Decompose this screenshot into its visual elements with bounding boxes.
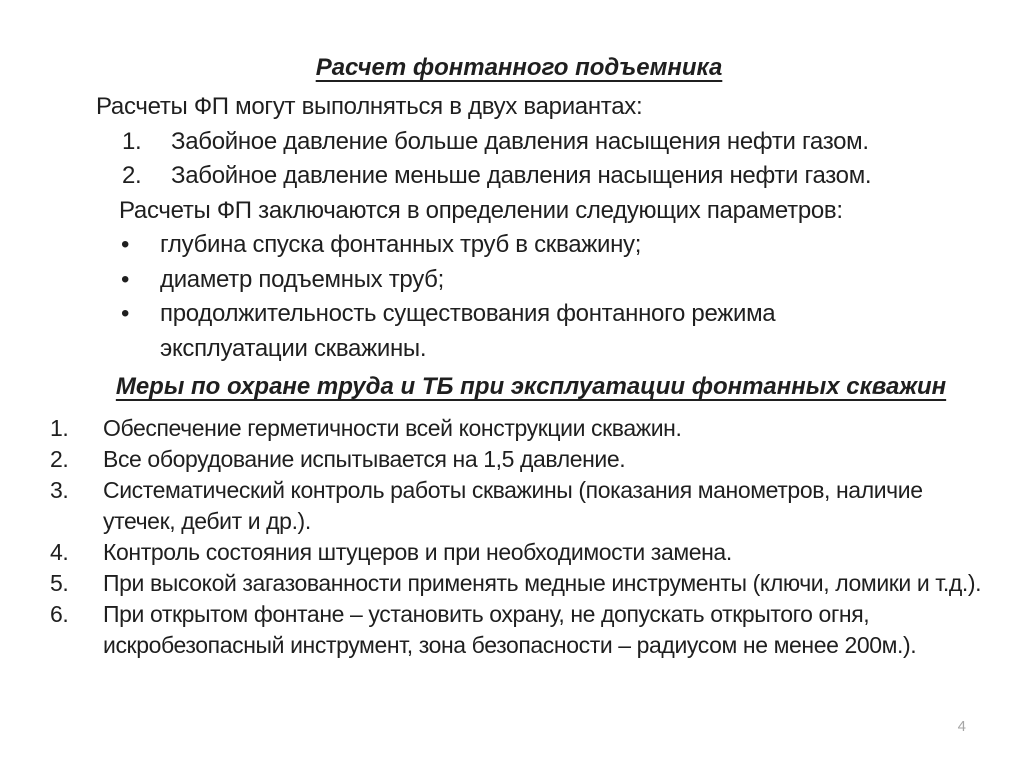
bullet-item (121, 263, 996, 298)
page-number: 4 (957, 718, 966, 735)
list-text: Контроль состояния штуцеров и при необходимости замена. (103, 539, 732, 565)
list-text: Забойное давление меньше давления насыщения нефти газом. (171, 162, 872, 189)
list-number: 4. (50, 539, 69, 565)
list-text: Все оборудование испытывается на 1,5 давление. (103, 446, 626, 472)
bullet-marker: • (121, 300, 130, 327)
intro-block (96, 90, 996, 366)
bullet-marker: • (121, 231, 130, 258)
safety-item (50, 475, 993, 537)
list-text: Систематический контроль работы скважины (показания манометров, наличие утечек, дебит и др.). (103, 477, 923, 534)
slide-title (0, 52, 1024, 84)
list-text: При открытом фонтане – установить охрану, не допускать открытого огня, искробезопасный инструмент, зона безопасности – радиусом не менее 200м.). (103, 601, 917, 658)
list-text: Забойное давление больше давления насыщения нефти газом. (171, 127, 869, 155)
bullet-text: глубина спуска фонтанных труб в скважину; (160, 231, 642, 258)
safety-item (50, 537, 993, 568)
slide-title-text: Расчет фонтанного подъемника (315, 54, 723, 81)
safety-heading (0, 371, 1024, 403)
list-text: При высокой загазованности применять медные инструменты (ключи, ломики и т.д.). (103, 570, 982, 596)
list-number: 6. (50, 601, 69, 627)
safety-heading-text: Меры по охране труда и ТБ при эксплуатации фонтанных скважин (115, 373, 947, 400)
list-text: Обеспечение герметичности всей конструкции скважин. (103, 415, 682, 441)
list-number: 1. (50, 415, 69, 441)
bullet-text: диаметр подъемных труб; (160, 265, 444, 293)
list-number: 2. (122, 162, 142, 189)
list-number: 5. (50, 570, 69, 596)
bullet-text: продолжительность существования фонтанного режима эксплуатации скважины. (160, 300, 776, 362)
safety-item (50, 444, 993, 475)
variant-item (122, 159, 996, 194)
safety-item (50, 599, 993, 661)
bullet-item (121, 228, 996, 263)
safety-list (50, 413, 993, 661)
intro-lead: Расчеты ФП могут выполняться в двух вариантах: (96, 93, 643, 120)
list-number: 1. (122, 127, 142, 155)
params-lead: Расчеты ФП заключаются в определении следующих параметров: (119, 196, 843, 224)
safety-item (50, 568, 993, 599)
list-number: 2. (50, 446, 69, 472)
list-number: 3. (50, 477, 69, 503)
bullet-marker: • (121, 265, 130, 293)
safety-item (50, 413, 993, 444)
variant-item (122, 125, 996, 160)
bullet-item (121, 297, 996, 366)
